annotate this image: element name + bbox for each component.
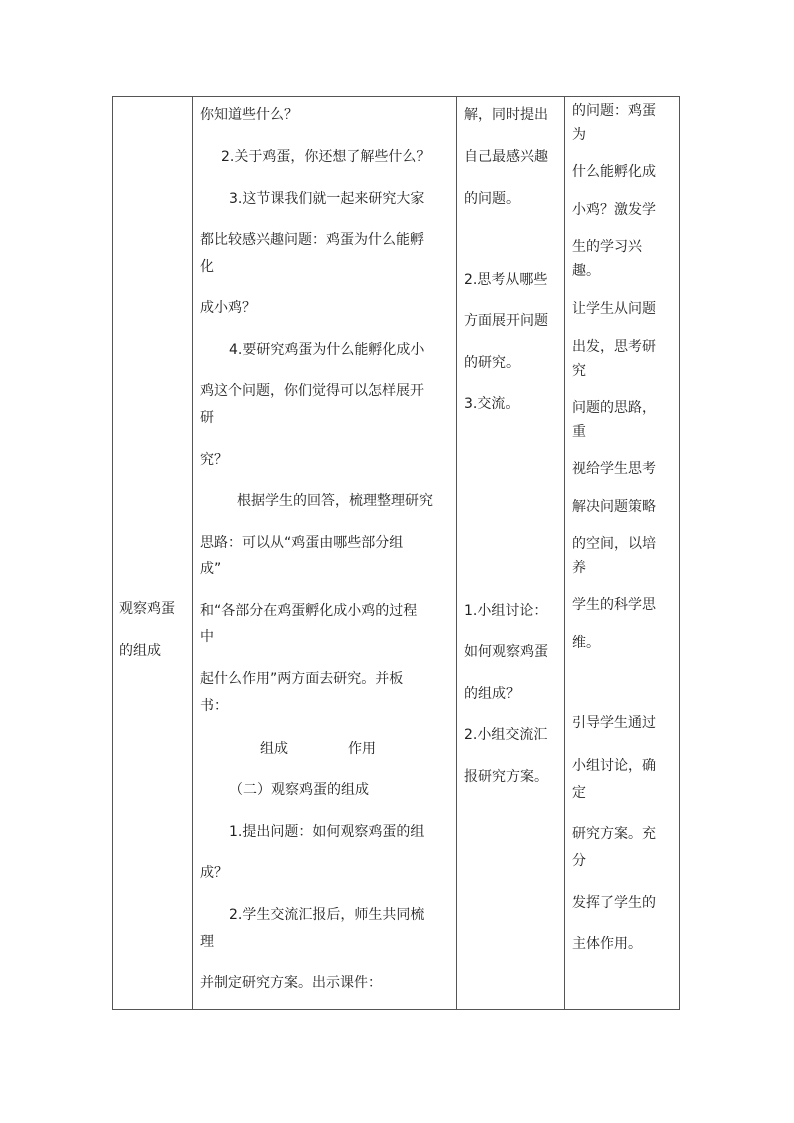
teacher-line: 鸡这个问题，你们觉得可以怎样展开 [200, 383, 424, 399]
intent-line: 发挥了学生的 [572, 895, 656, 911]
student-line: 1.小组讨论： [464, 603, 548, 619]
teacher-line: 4.要研究鸡蛋为什么能孵化成小 [229, 342, 425, 358]
intent-line: 为 [572, 127, 586, 143]
student-activity-cell [457, 97, 564, 1009]
teacher-line: 理 [200, 934, 214, 950]
student-line: 的组成？ [464, 686, 520, 702]
intent-line: 出发，思考研 [572, 339, 656, 355]
intent-line: 小鸡？激发学 [572, 202, 656, 218]
teacher-line: 究？ [200, 452, 228, 468]
teacher-line: 都比较感兴趣问题：鸡蛋为什么能孵 [200, 232, 424, 248]
student-line: 如何观察鸡蛋 [464, 644, 548, 660]
board-word: 作用 [348, 741, 376, 757]
board-word: 组成 [260, 741, 288, 757]
lesson-table [112, 96, 680, 1010]
teacher-line: 根据学生的回答，梳理整理研究 [237, 493, 433, 509]
student-line: 方面展开问题 [464, 313, 548, 329]
student-line: 自己最感兴趣 [464, 149, 548, 165]
teacher-line: 成小鸡？ [200, 300, 256, 316]
intent-line: 维。 [572, 635, 600, 651]
teacher-line: 3.这节课我们就一起来研究大家 [229, 191, 425, 207]
design-intent-cell [565, 97, 679, 1009]
intent-line: 什么能孵化成 [572, 164, 656, 180]
teacher-line: 化 [200, 259, 214, 275]
student-line: 3.交流。 [464, 396, 520, 412]
teacher-line: 1.提出问题：如何观察鸡蛋的组 [229, 824, 425, 840]
teacher-line: 书： [200, 698, 228, 714]
teacher-line: 研 [200, 410, 214, 426]
intent-line: 学生的科学思 [572, 597, 656, 613]
intent-line: 小组讨论，确 [572, 758, 656, 774]
intent-line: 问题的思路， [572, 400, 656, 416]
intent-line: 趣。 [572, 263, 600, 279]
student-line: 解，同时提出 [464, 107, 548, 123]
stage-line: 的组成 [119, 643, 161, 659]
student-line: 2.小组交流汇 [464, 727, 548, 743]
teacher-line: 你知道些什么？ [200, 107, 298, 123]
student-line: 2.思考从哪些 [464, 272, 548, 288]
student-line: 的研究。 [464, 355, 520, 371]
teacher-line: 成” [200, 561, 222, 577]
intent-line: 究 [572, 363, 586, 379]
intent-line: 引导学生通过 [572, 715, 656, 731]
teacher-line: 思路：可以从“鸡蛋由哪些部分组 [200, 535, 404, 551]
student-line: 报研究方案。 [464, 769, 548, 785]
intent-line: 生的学习兴 [572, 239, 642, 255]
intent-line: 视给学生思考 [572, 461, 656, 477]
teacher-line: 和“各部分在鸡蛋孵化成小鸡的过程 [200, 603, 418, 619]
teacher-line: （二）观察鸡蛋的组成 [229, 782, 369, 798]
intent-line: 主体作用。 [572, 936, 642, 952]
intent-line: 分 [572, 853, 586, 869]
intent-line: 养 [572, 560, 586, 576]
stage-cell [113, 97, 192, 1009]
teacher-activity-cell [193, 97, 456, 1009]
teacher-line: 成？ [200, 865, 228, 881]
intent-line: 定 [572, 785, 586, 801]
teacher-line: 起什么作用”两方面去研究。并板 [200, 671, 404, 687]
teacher-line: 2.学生交流汇报后，师生共同梳 [229, 907, 425, 923]
intent-line: 让学生从问题 [572, 301, 656, 317]
intent-line: 解决问题策略 [572, 499, 656, 515]
teacher-line: 中 [200, 629, 214, 645]
stage-line: 观察鸡蛋 [119, 601, 175, 617]
intent-line: 重 [572, 424, 586, 440]
student-line: 的问题。 [464, 191, 520, 207]
intent-line: 的空间，以培 [572, 536, 656, 552]
intent-line: 的问题：鸡蛋 [572, 103, 656, 119]
teacher-line: 并制定研究方案。出示课件： [200, 975, 382, 991]
teacher-line: 2.关于鸡蛋，你还想了解些什么？ [221, 149, 431, 165]
intent-line: 研究方案。充 [572, 826, 656, 842]
